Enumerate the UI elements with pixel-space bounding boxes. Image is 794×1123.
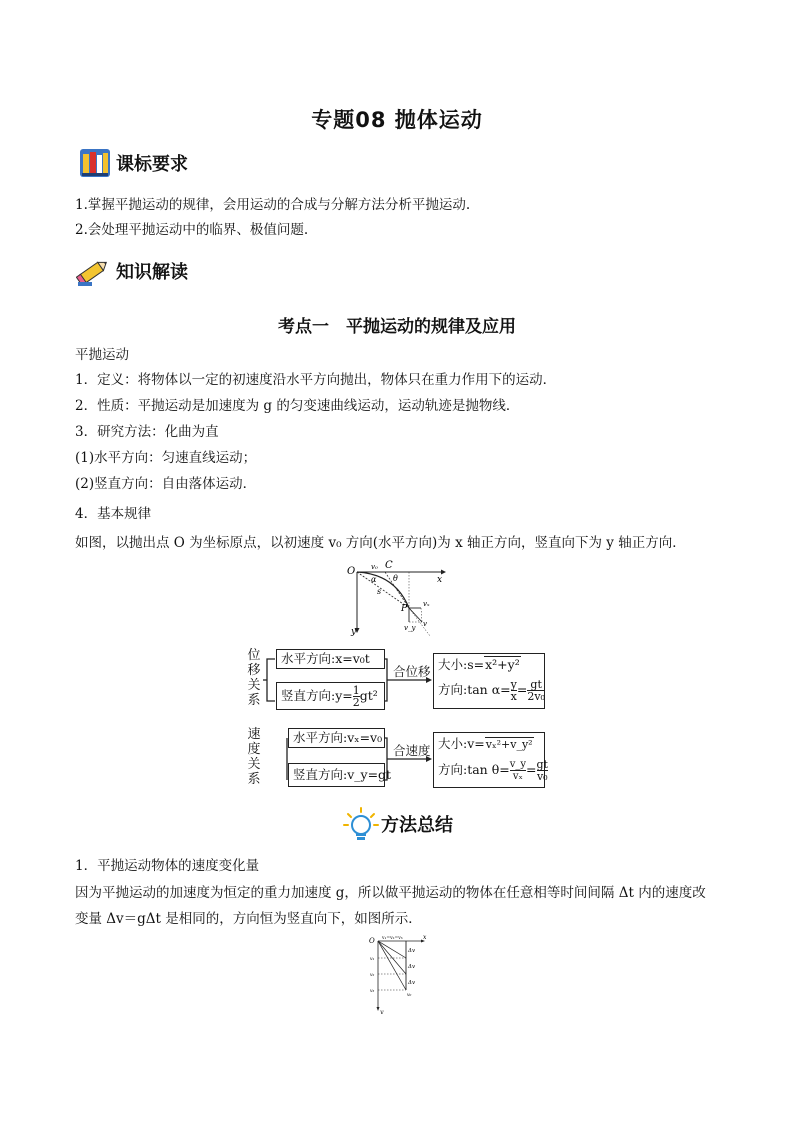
fig1-label-s: s [377,587,382,596]
fig2-dv-3: Δv [408,980,416,986]
badge-method-label: 方法总结 [381,815,453,836]
vel-combine-label: 合速度 [393,743,431,758]
pencil-icon [76,254,112,288]
method-text: 3．研究方法：化曲为直 [75,424,219,440]
intro-text: 如图，以抛出点 O 为坐标原点，以初速度 v₀ 方向(水平方向)为 x 轴正方向，竖直向下为 y 轴正方向． [75,535,686,551]
fig1-label-theta: θ [393,574,398,583]
fig2-label-top: v₁=v₂=v₃ [382,936,403,941]
badge-standard-label: 课标要求 [116,154,188,175]
fig2-label-y: y [380,1009,384,1014]
fig2-label-O: O [369,937,375,945]
disp-side-label: 位 移 关 系 [247,648,261,708]
disp-combine-label: 合位移 [393,664,431,679]
fig1-label-O: O [347,566,356,577]
vel-horizontal-box: 水平方向:vₓ=v₀ [288,728,385,748]
section-title: 考点一 平抛运动的规律及应用 [278,317,516,337]
nature-text: 2．性质：平抛运动是加速度为 g 的匀变速曲线运动，运动轨迹是抛物线． [75,398,520,414]
definition-text: 1．定义：将物体以一定的初速度沿水平方向抛出，物体只在重力作用下的运动． [75,372,557,388]
books-icon [78,146,112,180]
displacement-line [357,572,409,608]
basic-law-text: 4．基本规律 [75,506,152,522]
disp-horizontal-box: 水平方向:x=v₀t [276,649,385,669]
page-title: 专题08 抛体运动 [311,108,483,132]
badge-standard [78,146,188,180]
fig2-dv-1: Δv [408,948,416,954]
horizontal-text: (1)水平方向：匀速直线运动； [75,450,257,466]
fig1-label-v0: v₀ [371,563,378,571]
fig1-label-x: x [437,575,443,585]
badge-knowledge [76,254,188,288]
velocity-relation [247,725,547,793]
trajectory-diagram [345,560,455,636]
lightbulb-icon [343,806,379,842]
vel-result-box: 大小:v=vₓ²+v_y² 方向:tan θ= $\frac{v\_y}{\text{vₓ}}$ = $\frac{gt}{\text{v₀}}$ [433,732,545,788]
summary-line-2: 变量 Δv＝gΔt 是相同的，方向恒为竖直向下，如图所示． [75,911,422,927]
vertical-text: (2)竖直方向：自由落体运动． [75,476,257,492]
disp-vertical-box: 竖直方向:y= $\frac{1}{2}$ gt² [276,682,385,710]
vel-vertical-box: 竖直方向:v_y=gt [288,763,385,787]
topic-label: 平抛运动 [75,347,129,363]
summary-item-1: 1．平抛运动物体的速度变化量 [75,858,260,874]
fig2-label-x: x [423,934,427,941]
fig1-label-vx: vₓ [423,600,430,608]
badge-knowledge-label: 知识解读 [116,262,188,283]
fig1-label-v: v [423,620,427,628]
summary-line-1: 因为平抛运动的加速度为恒定的重力加速度 g，所以做平抛运动的物体在任意相等时间间隔 Δt 内的速度改 [75,885,706,901]
fig1-label-vy: v_y [404,624,416,632]
fig2-v-2: v₂ [370,973,375,978]
displacement-relation [247,646,547,714]
v-vector [409,608,422,622]
requirement-2: 2.会处理平抛运动中的临界、极值问题. [75,222,309,238]
fig1-label-alpha: α [371,575,377,584]
velocity-change-diagram [368,934,432,1014]
vel-side-label: 速 度 关 系 [247,727,261,787]
fig2-v-1: v₁ [370,957,375,962]
badge-method [343,806,453,842]
disp-result-box: 大小:s=x²+y² 方向:tan α= $\frac{y}{x}$ = $\frac{gt}{\text{2v₀}}$ [433,653,545,709]
fig1-label-y: y [351,627,357,636]
fig1-label-P: P [401,604,408,614]
fig2-v-3: v₃ [370,989,375,994]
fig1-label-C: C [385,560,393,571]
requirement-1: 1.掌握平抛运动的规律，会用运动的合成与分解方法分析平抛运动. [75,197,471,213]
fig2-v-0: v₀ [407,993,412,998]
fig2-dv-2: Δv [408,964,416,970]
